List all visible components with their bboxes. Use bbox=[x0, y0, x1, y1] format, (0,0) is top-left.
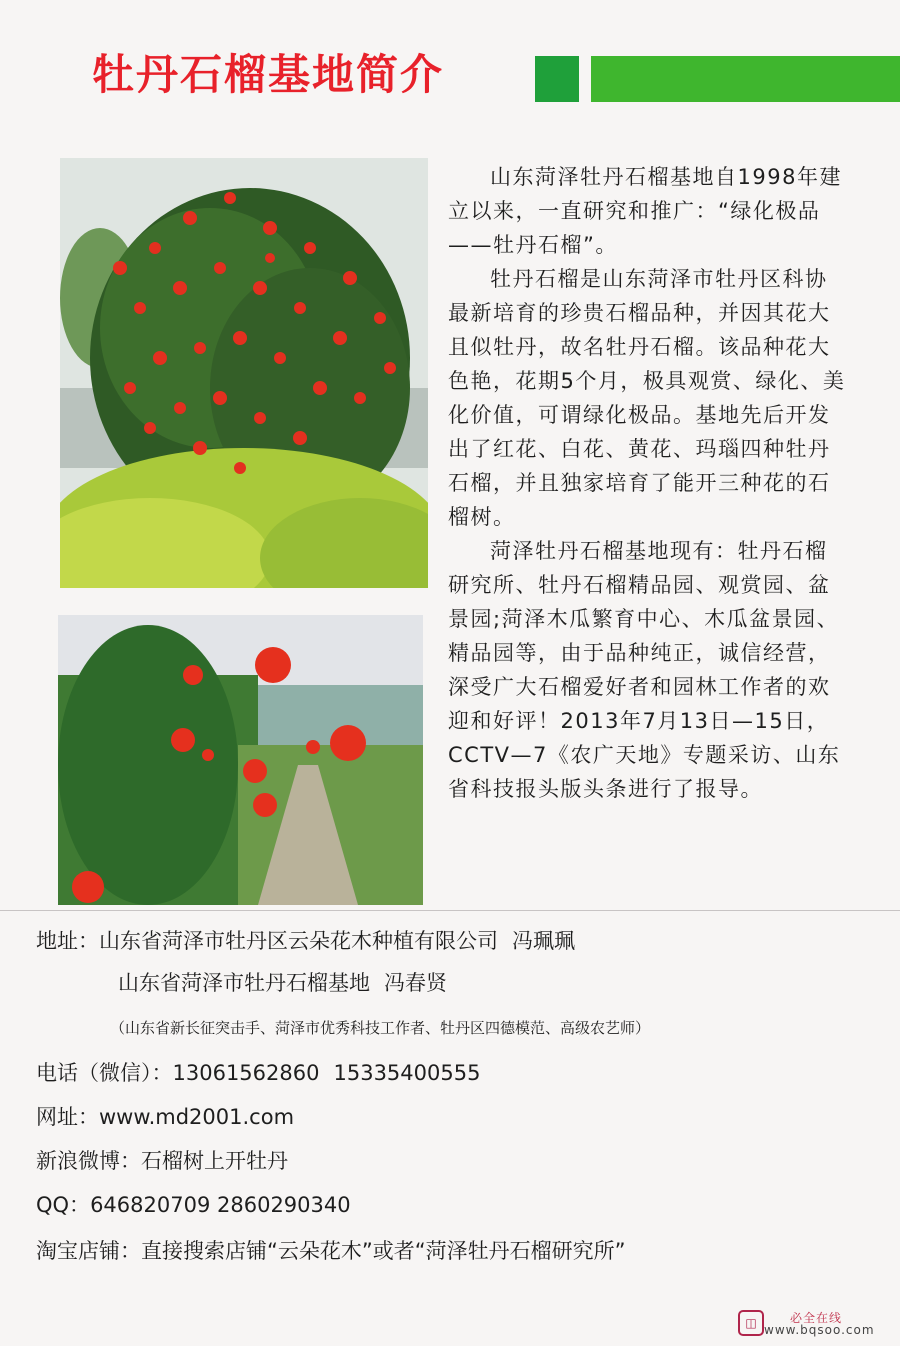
phone-number-1[interactable]: 13061562860 bbox=[172, 1061, 320, 1085]
intro-paragraph: 山东菏泽牡丹石榴基地自1998年建立以来，一直研究和推广：“绿化极品——牡丹石榴”。 bbox=[448, 165, 842, 257]
taobao-line bbox=[36, 1236, 626, 1266]
qq-number-2: 2860290340 bbox=[217, 1193, 351, 1217]
intro-paragraph: 菏泽牡丹石榴基地现有：牡丹石榴研究所、牡丹石榴精品园、观赏园、盆景园;菏泽木瓜繁育中心、木瓜盆景园、精品园等，由于品种纯正，诚信经营，深受广大石榴爱好者和园林工作者的欢迎和好评！2013年7月13日—15日，CCTV—7《农广天地》专题采访、山东省科技报头版头条进行了报导。 bbox=[448, 539, 841, 801]
intro-text bbox=[448, 160, 848, 806]
qq-label: QQ： bbox=[36, 1193, 91, 1217]
weibo-account: 石榴树上开牡丹 bbox=[141, 1149, 288, 1173]
website-link[interactable]: www.md2001.com bbox=[99, 1105, 295, 1129]
watermark-name: 必全在线 bbox=[790, 1311, 843, 1325]
page-title: 牡丹石榴基地简介 bbox=[92, 50, 445, 99]
contact-person-2: 冯春贤 bbox=[384, 971, 447, 995]
pomegranate-bush-photo bbox=[60, 158, 428, 588]
qq-line bbox=[36, 1190, 351, 1220]
header-accent-bar-small bbox=[535, 56, 579, 102]
phone-label: 电话（微信）： bbox=[36, 1061, 173, 1085]
qq-number-1: 646820709 bbox=[90, 1193, 211, 1217]
watermark-logo-icon: ◫ bbox=[738, 1310, 764, 1336]
header-accent-bar-long bbox=[591, 56, 900, 102]
address-2: 山东省菏泽市牡丹石榴基地 bbox=[118, 971, 370, 995]
watermark bbox=[738, 1310, 888, 1340]
phone-line bbox=[36, 1058, 480, 1088]
phone-number-2[interactable]: 15335400555 bbox=[333, 1061, 481, 1085]
taobao-instruction: 直接搜索店铺“云朵花木”或者“菏泽牡丹石榴研究所” bbox=[141, 1239, 626, 1263]
address-line-1 bbox=[36, 926, 575, 956]
website-line bbox=[36, 1102, 294, 1132]
watermark-url: www.bqsoo.com bbox=[764, 1323, 875, 1337]
website-label: 网址： bbox=[36, 1105, 99, 1129]
address-label: 地址： bbox=[36, 929, 99, 953]
pomegranate-flowers-photo bbox=[58, 615, 423, 905]
contact-person-1: 冯珮珮 bbox=[512, 929, 575, 953]
weibo-line bbox=[36, 1146, 288, 1176]
honors-line: （山东省新长征突击手、菏泽市优秀科技工作者、牡丹区四德模范、高级农艺师） bbox=[110, 1019, 651, 1037]
address-line-2 bbox=[118, 968, 447, 998]
weibo-label: 新浪微博： bbox=[36, 1149, 141, 1173]
section-divider bbox=[0, 910, 900, 911]
address-1: 山东省菏泽市牡丹区云朵花木种植有限公司 bbox=[99, 929, 498, 953]
taobao-label: 淘宝店铺： bbox=[36, 1239, 141, 1263]
intro-paragraph: 牡丹石榴是山东菏泽市牡丹区科协最新培育的珍贵石榴品种，并因其花大且似牡丹，故名牡丹石榴。该品种花大色艳，花期5个月，极具观赏、绿化、美化价值，可谓绿化极品。基地先后开发出了红花、白花、黄花、玛瑙四种牡丹石榴，并且独家培育了能开三种花的石榴树。 bbox=[448, 267, 846, 529]
